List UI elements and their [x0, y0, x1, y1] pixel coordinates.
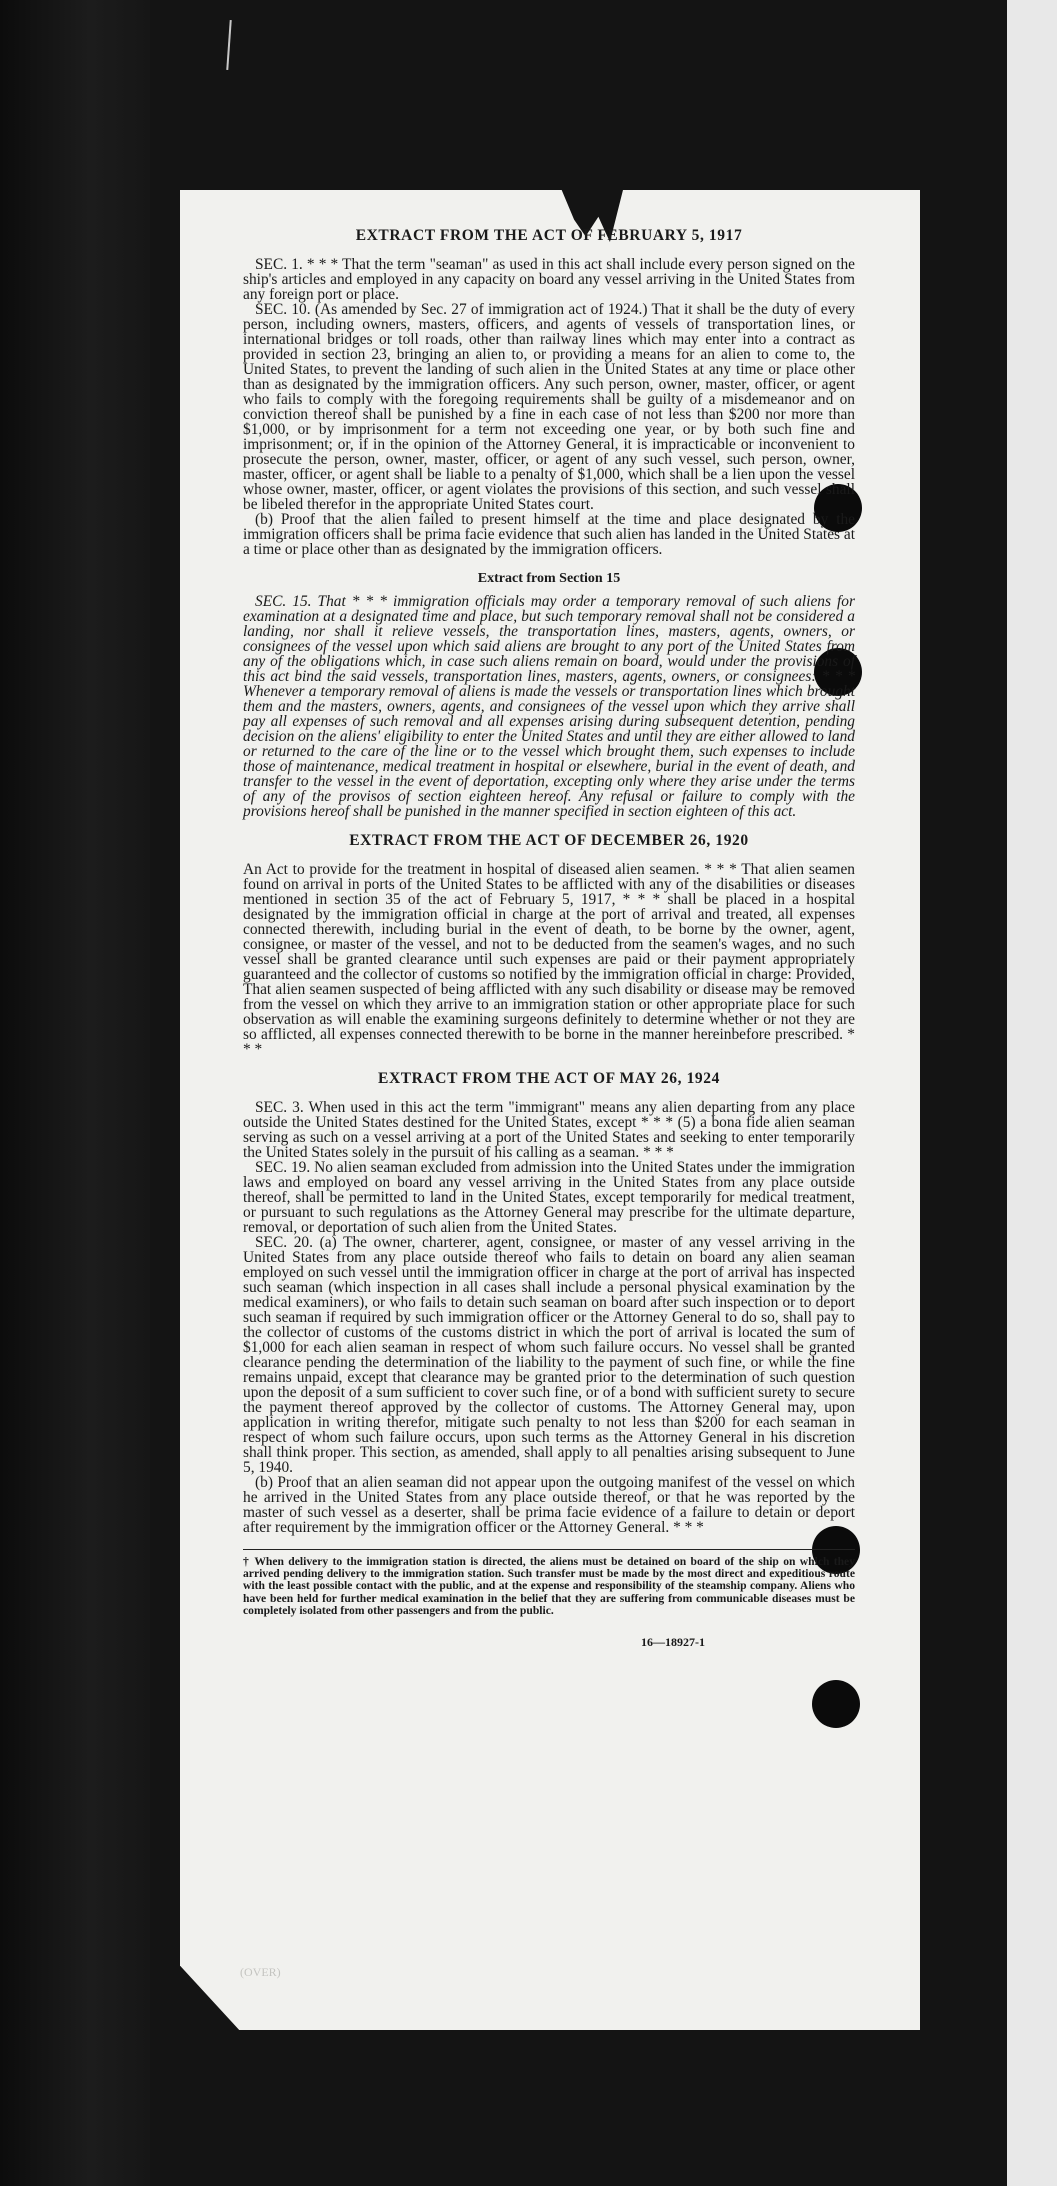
section-act-1924 [243, 1071, 855, 1535]
section-subheading: Extract from Section 15 [477, 571, 621, 586]
section-heading: EXTRACT FROM THE ACT OF FEBRUARY 5, 1917 [355, 227, 743, 244]
section-act-1917 [243, 228, 855, 557]
scan-background-left [0, 0, 150, 2186]
document-text [243, 228, 855, 1650]
section-act-1920 [243, 833, 855, 1057]
scan-scratch [226, 20, 231, 70]
footnote: † When delivery to the immigration station is directed, the aliens must be detained on board of the ship on which they arrived pending delivery to the immigration station. Such transfer must be made by the most direct and expeditious route with the least possible contact with the public, and at the expense and responsibility of the steamship company. Aliens who have been held for further medical examination in the belief that they are suffering from communicable diseases must be completely isolated from other passengers and from the public. [243, 1549, 855, 1617]
paragraph: SEC. 20. (a) The owner, charterer, agent, consignee, or master of any vessel arriving in the United States from any place outside thereof who fails to detain on board any alien seaman employed on such vessel until the immigration officer in charge at the port of arrival has inspected such seaman (which inspection in all cases shall include a personal physical examination by the medical examiners), or who fails to detain such seaman on board after such inspection or to deport such seaman if required by such immigration officer or the Attorney General to do so, shall pay to the collector of customs of the customs district in which the port of arrival is located the sum of $1,000 for each alien seaman in respect of whom such failure occurs. No vessel shall be granted clearance pending the determination of the liability to the payment of such fine, or while the fine remains unpaid, except that clearance may be granted prior to the determination of such question upon the deposit of a sum sufficient to cover such fine, or of a bond with sufficient surety to secure the payment thereof approved by the collector of customs. The Attorney General may, upon application in writing therefor, mitigate such penalty to not less than $200 for each seaman in respect of whom such failure occurs, upon such terms as the Attorney General in his discretion shall think proper. This section, as amended, shall apply to all penalties arising subsequent to June 5, 1940. [243, 1234, 855, 1476]
paragraph: SEC. 19. No alien seaman excluded from admission into the United States under the immigration laws and employed on board any vessel arriving in the United States from any place outside thereof, shall be permitted to land in the United States, except temporarily for medical treatment, or pursuant to such regulations as the Attorney General may prescribe for the ultimate departure, removal, or deportation of such alien from the United States. [243, 1159, 855, 1236]
paragraph: (b) Proof that the alien failed to present himself at the time and place designated by the immigration officers shall be prima facie evidence that such alien has landed in the United States at a time or place other than as designated by the immigration officers. [243, 511, 855, 558]
section-heading: EXTRACT FROM THE ACT OF DECEMBER 26, 1920 [349, 832, 749, 849]
punch-hole [812, 1680, 860, 1728]
paragraph: SEC. 3. When used in this act the term "immigrant" means any alien departing from any place outside the United States destined for the United States, except * * * (5) a bona fide alien seaman serving as such on a vessel arriving at a port of the United States and seeking to enter temporarily the United States solely in the pursuit of his calling as a seaman. * * * [243, 1099, 855, 1161]
paragraph: (b) Proof that an alien seaman did not appear upon the outgoing manifest of the vessel on which he arrived in the United States from any place outside thereof, or that he was reported by the master of such vessel as a deserter, shall be prima facie evidence of a failure to detain or deport after requirement by the immigration officer or the Attorney General. * * * [243, 1474, 855, 1536]
form-number: 16—18927-1 [641, 1635, 705, 1650]
paragraph: SEC. 15. That * * * immigration officials may order a temporary removal of such aliens for examination at a designated time and place, but such temporary removal shall not be considered a landing, nor shall it relieve vessels, the transportation lines, masters, agents, owners, or consignees of the vessel upon which said aliens are brought to any port of the United States from any of the obligations which, in case such aliens remain on board, would under the provisions of this act bind the said vessels, transportation lines, masters, agents, owners, or consignees: * * * Whenever a temporary removal of aliens is made the vessels or transportation lines which brought them and the masters, owners, agents, and consignees of the vessel upon which they arrive shall pay all expenses of such removal and all expenses arising during subsequent detention, pending decision on the aliens' eligibility to enter the United States and until they are either allowed to land or returned to the care of the line or to the vessel which brought them, such expenses to include those of maintenance, medical treatment in hospital or elsewhere, burial in the event of death, and transfer to the vessel in the event of deportation, excepting only where they arise under the terms of any of the provisos of section eighteen hereof. Any refusal or failure to comply with the provisions hereof shall be punished in the manner specified in section eighteen of this act. [243, 593, 855, 820]
section-extract-15 [243, 571, 855, 819]
scan-background-right [1007, 0, 1057, 2186]
paragraph: SEC. 10. (As amended by Sec. 27 of immigration act of 1924.) That it shall be the duty of every person, including owners, masters, officers, and agents of vessels of transportation lines, or international bridges or toll roads, other than railway lines which may enter into a contract as provided in section 23, bringing an alien to, or providing a means for an alien to come to, the United States, to prevent the landing of such alien in the United States at any time or place other than as designated by the immigration officers. Any such person, owner, master, officer, or agent who fails to comply with the foregoing requirements shall be guilty of a misdemeanor and on conviction thereof shall be punished by a fine in each case of not less than $200 nor more than $1,000, or by imprisonment for a term not exceeding one year, or by both such fine and imprisonment; or, if in the opinion of the Attorney General, it is impracticable or inconvenient to prosecute the person, owner, master, officer, or agent of any such vessel, such person, owner, master, officer, or agent shall be liable to a penalty of $1,000, which shall be a lien upon the vessel whose owner, master, officer, or agent violates the provisions of this section, and such vessel shall be libeled therefor in the appropriate United States court. [243, 301, 855, 513]
paragraph: SEC. 1. * * * That the term "seaman" as used in this act shall include every person signed on the ship's articles and employed in any capacity on board any vessel arriving in the United States from any foreign port or place. [243, 256, 855, 303]
section-heading: EXTRACT FROM THE ACT OF MAY 26, 1924 [378, 1070, 720, 1087]
paragraph: An Act to provide for the treatment in hospital of diseased alien seamen. * * * That alien seamen found on arrival in ports of the United States to be afflicted with any of the disabilities or diseases mentioned in section 35 of the act of February 5, 1917, * * * shall be placed in a hospital designated by the immigration official in charge at the port of arrival and treated, all expenses connected therewith, including burial in the event of death, to be borne by the owner, agent, consignee, or master of the vessel, and not to be deducted from the seamen's wages, and no such vessel shall be granted clearance until such expenses are paid or their payment appropriately guaranteed and the collector of customs so notified by the immigration official in charge: Provided, That alien seamen suspected of being afflicted with any such disability or disease may be removed from the vessel on which they arrive to an immigration station or other appropriate place for such observation as will enable the examining surgeons definitely to determine whether or not they are so afflicted, all expenses connected therewith to be borne in the manner hereinbefore prescribed. * * * [243, 861, 855, 1058]
faint-bleedthrough-text: (OVER) [240, 1965, 281, 1979]
